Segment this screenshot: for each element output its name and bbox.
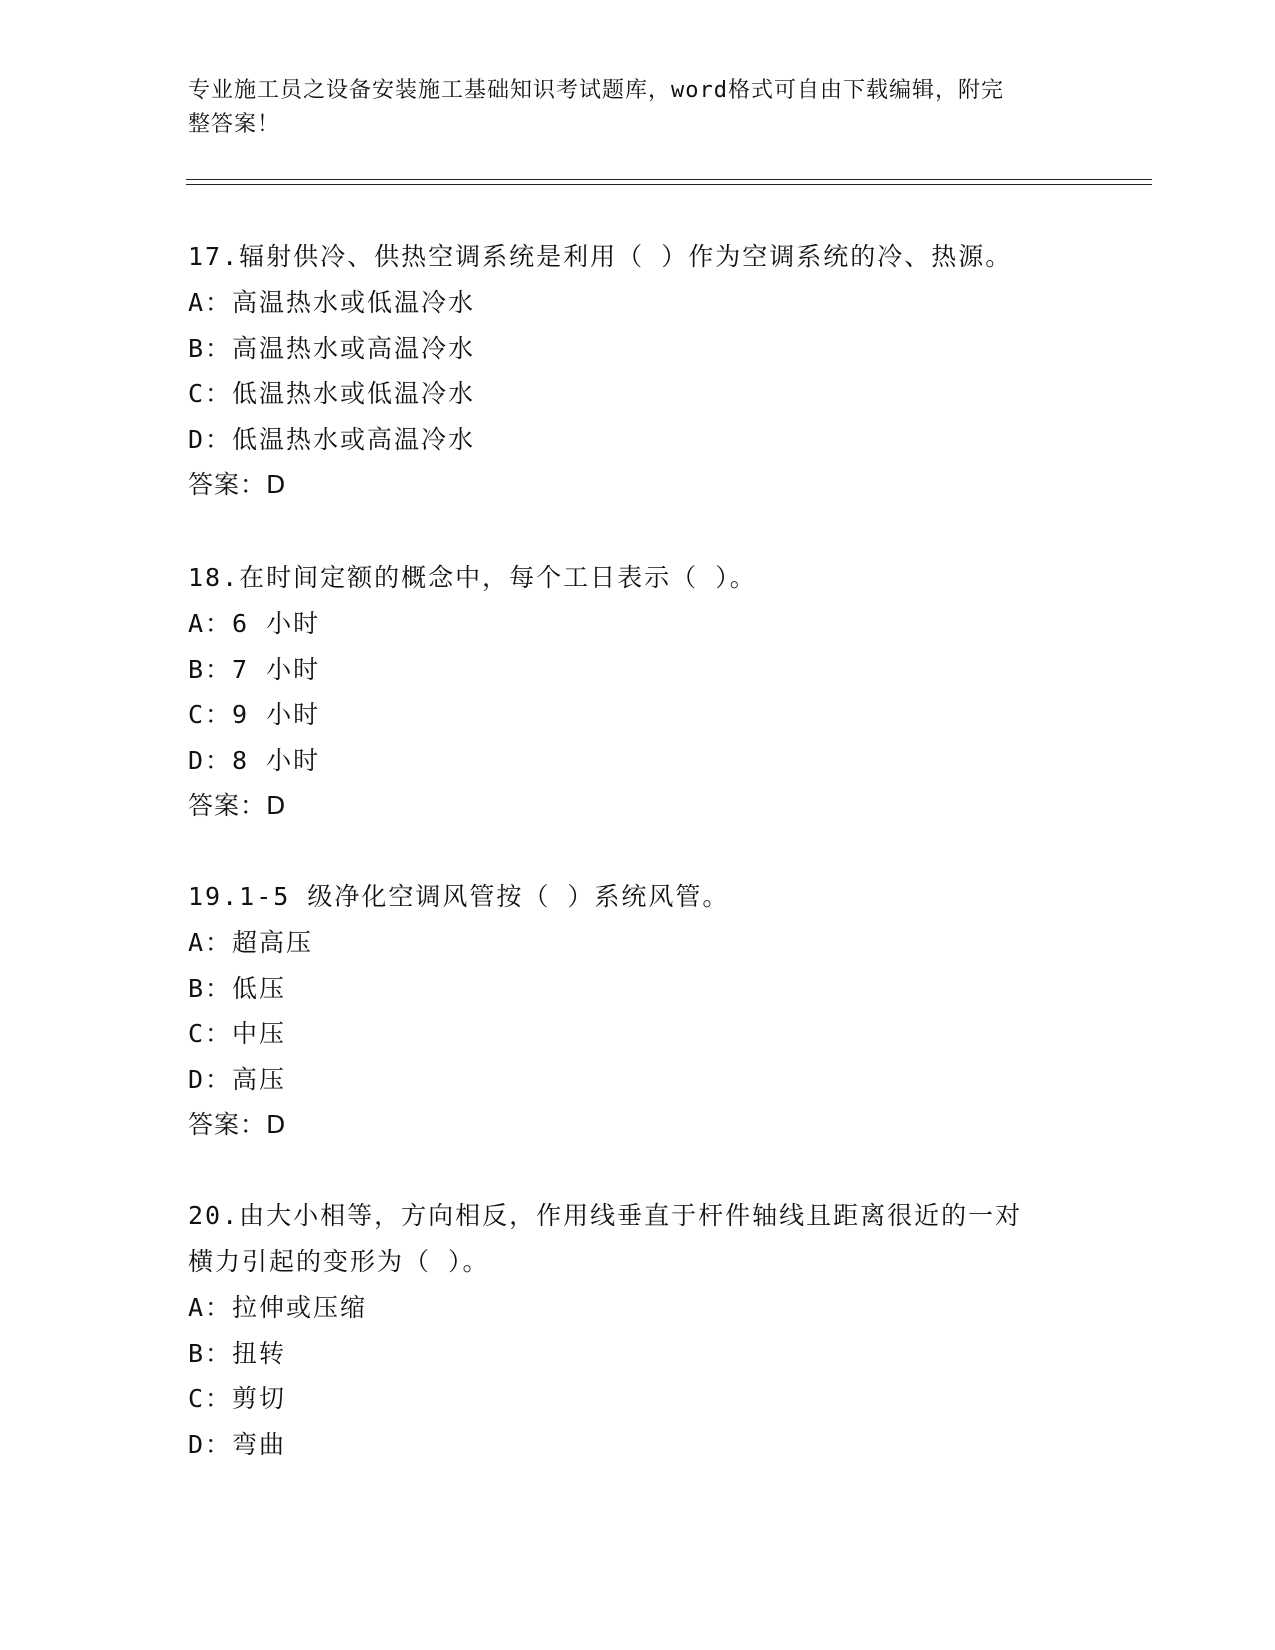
header-line-1: 专业施工员之设备安装施工基础知识考试题库，word格式可自由下载编辑，附完 — [188, 78, 1004, 103]
question-stem-line-1: 20.由大小相等，方向相反，作用线垂直于杆件轴线且距离很近的一对 — [188, 1201, 1023, 1230]
option-b: B：高温热水或高温冷水 — [188, 333, 476, 363]
question-20 — [188, 1193, 1088, 1467]
option-c: C：中压 — [188, 1019, 287, 1048]
option-d: D：8 小时 — [188, 745, 321, 775]
question-stem: 19.1-5 级净化空调风管按（ ）系统风管。 — [188, 882, 730, 911]
option-d: D：低温热水或高温冷水 — [188, 424, 476, 454]
question-18 — [188, 555, 1088, 829]
answer: 答案：D — [188, 1110, 287, 1139]
option-d: D：弯曲 — [188, 1429, 287, 1459]
question-stem-line-2: 横力引起的变形为（ ）。 — [188, 1247, 490, 1276]
document-header — [188, 74, 1088, 142]
option-a: A：拉伸或压缩 — [188, 1293, 368, 1322]
option-b: B：扭转 — [188, 1338, 287, 1368]
option-a: A：超高压 — [188, 928, 314, 957]
option-b: B：低压 — [188, 973, 287, 1003]
header-rule-bottom — [186, 184, 1152, 185]
question-stem: 18.在时间定额的概念中，每个工日表示（ ）。 — [188, 563, 757, 592]
answer: 答案：D — [188, 470, 287, 499]
question-19 — [188, 874, 1088, 1148]
option-a: A：高温热水或低温冷水 — [188, 288, 476, 317]
answer: 答案：D — [188, 791, 287, 820]
question-stem: 17.辐射供冷、供热空调系统是利用（ ）作为空调系统的冷、热源。 — [188, 242, 1013, 271]
question-17 — [188, 234, 1088, 508]
option-c: C：低温热水或低温冷水 — [188, 379, 476, 408]
option-c: C：剪切 — [188, 1384, 287, 1413]
header-line-2: 整答案！ — [188, 112, 281, 137]
option-c: C：9 小时 — [188, 700, 321, 729]
header-rule-top — [186, 179, 1152, 180]
option-d: D：高压 — [188, 1064, 287, 1094]
option-b: B：7 小时 — [188, 654, 321, 684]
option-a: A：6 小时 — [188, 609, 321, 638]
